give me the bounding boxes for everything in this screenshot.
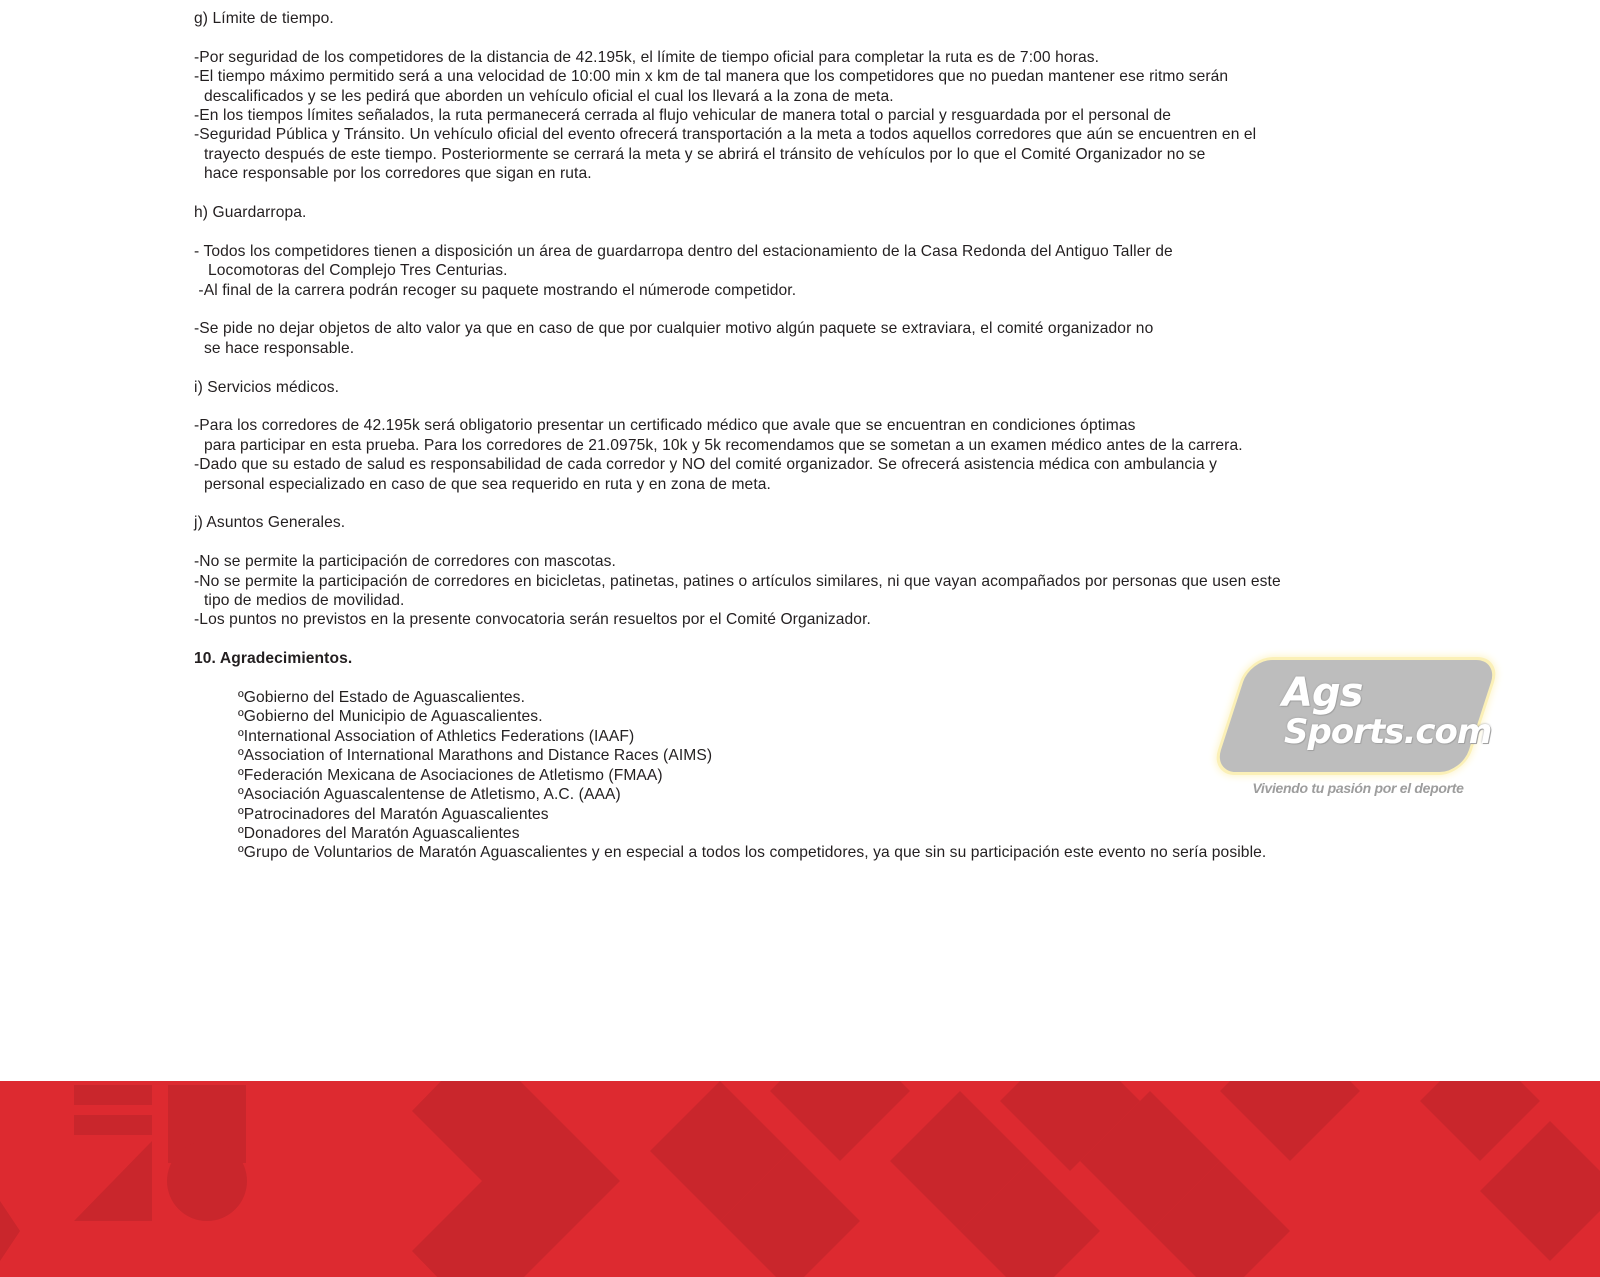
section-h-line: Locomotoras del Complejo Tres Centurias. [208,262,508,280]
section-j-heading: j) Asuntos Generales. [194,514,346,532]
section-g-line: -Por seguridad de los competidores de la distancia de 42.195k, el límite de tiempo oficial para completar la ruta es de 7:00 horas. [194,48,1100,66]
thanks-item: ºGobierno del Municipio de Aguascalientes. [238,708,543,726]
section-i-line: personal especializado en caso de que sea requerido en ruta y en zona de meta. [204,475,771,493]
footer-pattern-shape [770,1081,910,1161]
footer-pattern-shape [74,1115,152,1135]
thanks-item: ºGrupo de Voluntarios de Maratón Aguascalientes y en especial a todos los competidores, ya que sin su participación este evento no sería posible. [238,844,1267,862]
thanks-heading: 10. Agradecimientos. [194,650,353,668]
section-h-heading: h) Guardarropa. [194,204,307,222]
section-h-line: se hace responsable. [204,339,355,357]
thanks-item: ºGobierno del Estado de Aguascalientes. [238,689,526,707]
section-g-line: -El tiempo máximo permitido será a una velocidad de 10:00 min x km de tal manera que los competidores que no puedan mantener ese ritmo serán [194,68,1229,86]
thanks-item: ºInternational Association of Athletics Federations (IAAF) [238,727,635,745]
section-g-heading: g) Límite de tiempo. [194,10,334,27]
section-h-line: -Al final de la carrera podrán recoger su paquete mostrando el númerode competidor. [194,281,797,299]
section-g-line: hace responsable por los corredores que sigan en ruta. [204,165,592,183]
logo-tagline: Viviendo tu pasión por el deporte [1252,780,1464,796]
section-g-line: trayecto después de este tiempo. Posteriormente se cerrará la meta y se abrirá el tránsito de vehículos por lo que el Comité Organizador no se [204,145,1206,163]
section-h-line: -Se pide no dejar objetos de alto valor ya que en caso de que por cualquier motivo algún paquete se extraviara, el comité organizador no [194,320,1154,338]
section-g-line: -Seguridad Pública y Tránsito. Un vehículo oficial del evento ofrecerá transportación a la meta a todos aquellos corredores que aún se encuentren en el [194,126,1257,144]
footer-band [0,1081,1600,1277]
footer-pattern [0,1081,1600,1277]
section-g-line: descalificados y se les pedirá que aborden un vehículo oficial el cual los llevará a la zona de meta. [204,87,894,105]
section-j-line: -No se permite la participación de corredores en bicicletas, patinetas, patines o artículos similares, ni que vayan acompañados por personas que usen este [194,572,1281,590]
footer-pattern-shape [74,1141,152,1221]
section-g-line: -En los tiempos límites señalados, la ruta permanecerá cerrada al flujo vehicular de manera total o parcial y resguardada por el personal de [194,107,1171,125]
section-i-line: -Dado que su estado de salud es responsabilidad de cada corredor y NO del comité organizador. Se ofrecerá asistencia médica con ambulancia y [194,456,1217,474]
footer-pattern-shape [0,1201,20,1261]
section-i-line: -Para los corredores de 42.195k será obligatorio presentar un certificado médico que avale que se encuentran en condiciones óptimas [194,417,1136,435]
footer-pattern-shape [412,1081,620,1277]
thanks-item: ºPatrocinadores del Maratón Aguascalientes [238,805,549,823]
thanks-item: ºFederación Mexicana de Asociaciones de Atletismo (FMAA) [238,766,663,784]
thanks-item: ºAsociación Aguascalentense de Atletismo, A.C. (AAA) [238,786,621,804]
footer-pattern-shape [74,1085,152,1105]
thanks-item: ºDonadores del Maratón Aguascalientes [238,824,520,842]
logo-text-ags: Ags [1282,670,1363,716]
footer-pattern-shape [1220,1081,1360,1161]
section-i-heading: i) Servicios médicos. [194,378,340,396]
section-j-line: -Los puntos no previstos en la presente convocatoria serán resueltos por el Comité Organizador. [194,611,871,629]
section-j-line: tipo de medios de movilidad. [204,592,405,610]
footer-pattern-shape [167,1141,247,1221]
agssports-logo [1218,652,1496,804]
section-h-line: - Todos los competidores tienen a disposición un área de guardarropa dentro del estacionamiento de la Casa Redonda del Antiguo Taller de [194,242,1173,260]
section-i-line: para participar en esta prueba. Para los corredores de 21.0975k, 10k y 5k recomendamos que se sometan a un examen médico antes de la carrera. [204,436,1243,454]
logo-text-sports: Sports.com [1284,712,1492,752]
thanks-item: ºAssociation of International Marathons and Distance Races (AIMS) [238,747,713,765]
section-j-line: -No se permite la participación de corredores con mascotas. [194,553,616,571]
